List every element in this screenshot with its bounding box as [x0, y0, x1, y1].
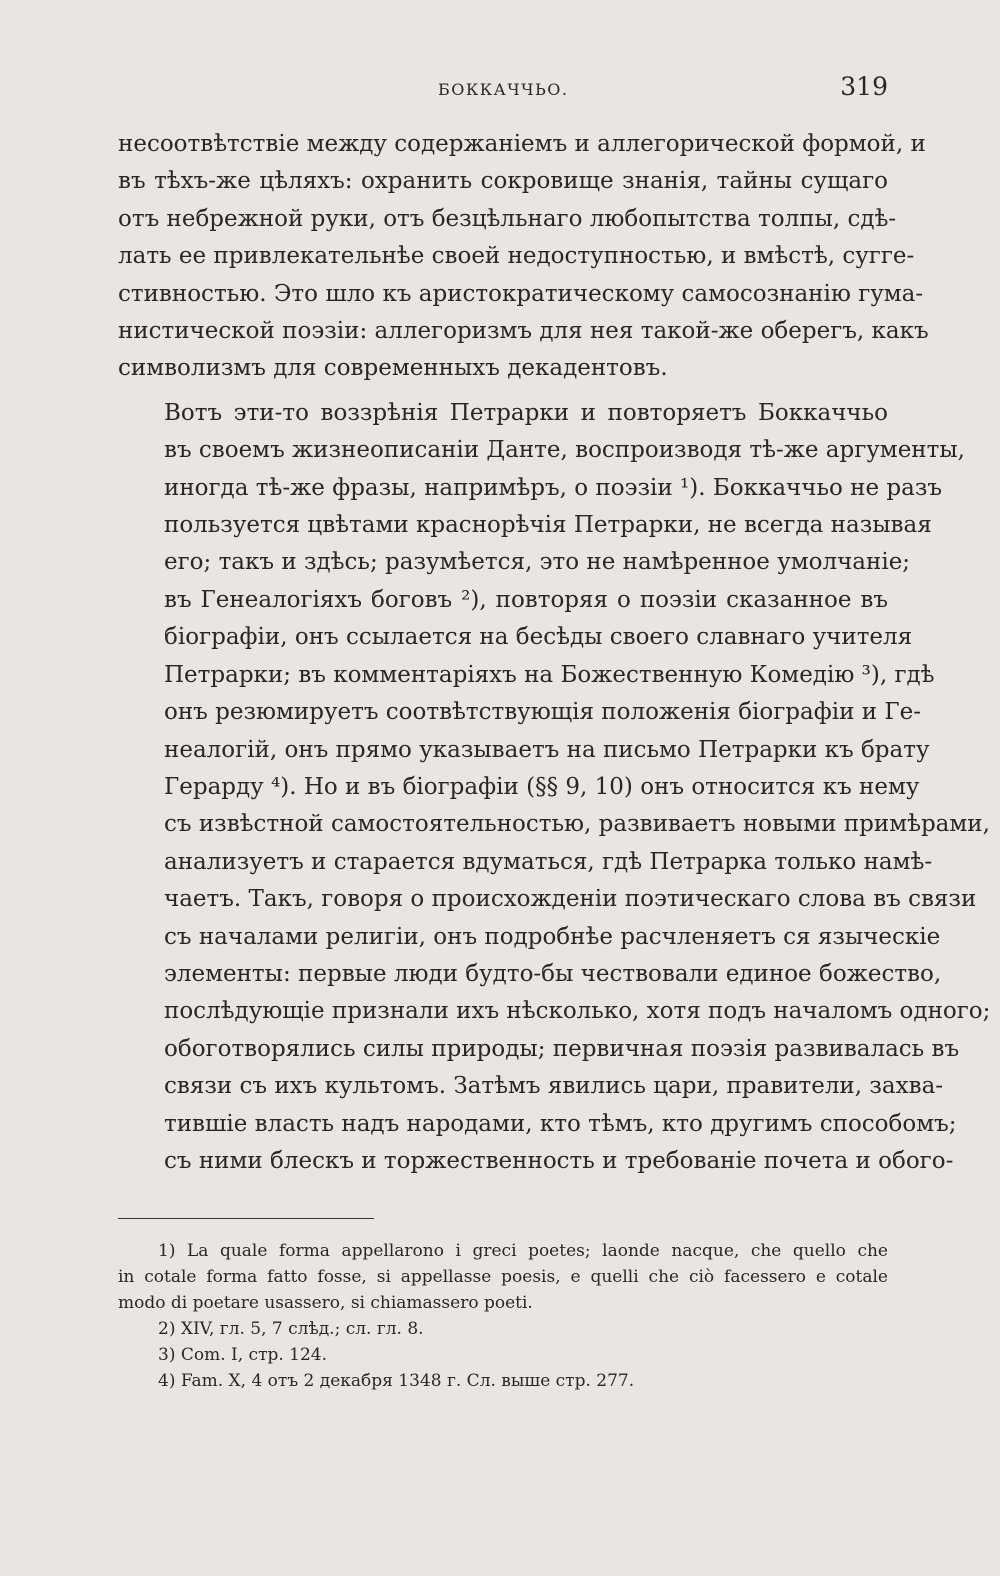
footnote-2: [118, 1316, 888, 1342]
text-line: его; такъ и здѣсь; разумѣется, это не намѣренное умолчаніе;: [164, 549, 911, 576]
page-header: [118, 72, 888, 108]
text-line: неалогій, онъ прямо указываетъ на письмо Петрарки къ брату: [164, 736, 930, 763]
text-line: чаетъ. Такъ, говоря о происхожденіи поэтическаго слова въ связи: [164, 886, 977, 913]
text-line: въ своемъ жизнеописаніи Данте, воспроизводя тѣ-же аргументы,: [164, 437, 965, 464]
footnote-line: in cotale forma fatto fosse, si appellasse poesis, e quelli che ciò facessero e cotale: [118, 1267, 888, 1287]
text-line: нистической поэзіи: аллегоризмъ для нея такой-же оберегъ, какъ: [118, 318, 929, 345]
running-title: БОККАЧЧЬО.: [438, 80, 569, 99]
text-line: пользуется цвѣтами краснорѣчія Петрарки, не всегда называя: [164, 512, 932, 539]
text-line: въ тѣхъ-же цѣляхъ: охранить сокровище знанія, тайны сущаго: [118, 168, 888, 195]
text-line: съ извѣстной самостоятельностью, развиваетъ новыми примѣрами,: [164, 811, 990, 838]
paragraph-2: [118, 395, 991, 1181]
footnote-4: [118, 1368, 888, 1394]
footnotes: [118, 1238, 888, 1394]
text-line: съ ними блескъ и торжественность и требованіе почета и обого-: [164, 1147, 954, 1174]
paragraph-1: [118, 126, 929, 388]
text-line: тившіе власть надъ народами, кто тѣмъ, кто другимъ способомъ;: [164, 1110, 957, 1137]
footnote-divider: [118, 1218, 374, 1219]
text-line: въ Генеалогіяхъ боговъ ²), повторяя о поэзіи сказанное въ: [164, 586, 888, 613]
footnote-line: modo di poetare usassero, si chiamassero poeti.: [118, 1293, 533, 1313]
text-line: связи съ ихъ культомъ. Затѣмъ явились цари, правители, захва-: [164, 1073, 944, 1100]
body-text: [118, 126, 991, 1180]
text-line: обоготворялись силы природы; первичная поэзія развивалась въ: [164, 1035, 960, 1062]
footnote-line: 4) Fam. X, 4 отъ 2 декабря 1348 г. Сл. выше стр. 277.: [158, 1371, 635, 1391]
text-line: біографіи, онъ ссылается на бесѣды своего славнаго учителя: [164, 624, 913, 651]
text-line: Вотъ эти-то воззрѣнія Петрарки и повторяетъ Боккаччьо: [164, 399, 888, 426]
text-line: элементы: первые люди будто-бы чествовали единое божество,: [164, 960, 942, 987]
text-line: символизмъ для современныхъ декадентовъ.: [118, 355, 668, 382]
footnote-line: 3) Com. I, стр. 124.: [158, 1345, 328, 1365]
footnote-1: [118, 1238, 888, 1316]
text-line: иногда тѣ-же фразы, напримѣръ, о поэзіи ¹). Боккаччьо не разъ: [164, 474, 943, 501]
text-line: послѣдующіе признали ихъ нѣсколько, хотя подъ началомъ одного;: [164, 998, 991, 1025]
footnote-3: [118, 1342, 888, 1368]
text-line: съ началами религіи, онъ подробнѣе расчленяетъ ся языческіе: [164, 923, 941, 950]
text-line: онъ резюмируетъ соотвѣтствующія положенія біографіи и Ге-: [164, 699, 921, 726]
page-number: 319: [840, 72, 888, 101]
footnote-line: 2) XIV, гл. 5, 7 слѣд.; сл. гл. 8.: [158, 1319, 424, 1339]
text-line: несоотвѣтствіе между содержаніемъ и аллегорической формой, и: [118, 131, 926, 157]
text-line: лать ее привлекательнѣе своей недоступностью, и вмѣстѣ, сугге-: [118, 243, 915, 270]
text-line: Петрарки; въ комментаріяхъ на Божественную Комедію ³), гдѣ: [164, 661, 935, 688]
text-line: Герарду ⁴). Но и въ біографіи (§§ 9, 10) онъ относится къ нему: [164, 773, 920, 800]
text-line: отъ небрежной руки, отъ безцѣльнаго любопытства толпы, сдѣ-: [118, 205, 897, 232]
text-line: стивностью. Это шло къ аристократическому самосознанію гума-: [118, 280, 924, 307]
text-line: анализуетъ и старается вдуматься, гдѣ Петрарка только намѣ-: [164, 848, 933, 875]
footnote-line: 1) La quale forma appellarono i greci poetes; laonde nacque, che quello che: [158, 1241, 888, 1261]
